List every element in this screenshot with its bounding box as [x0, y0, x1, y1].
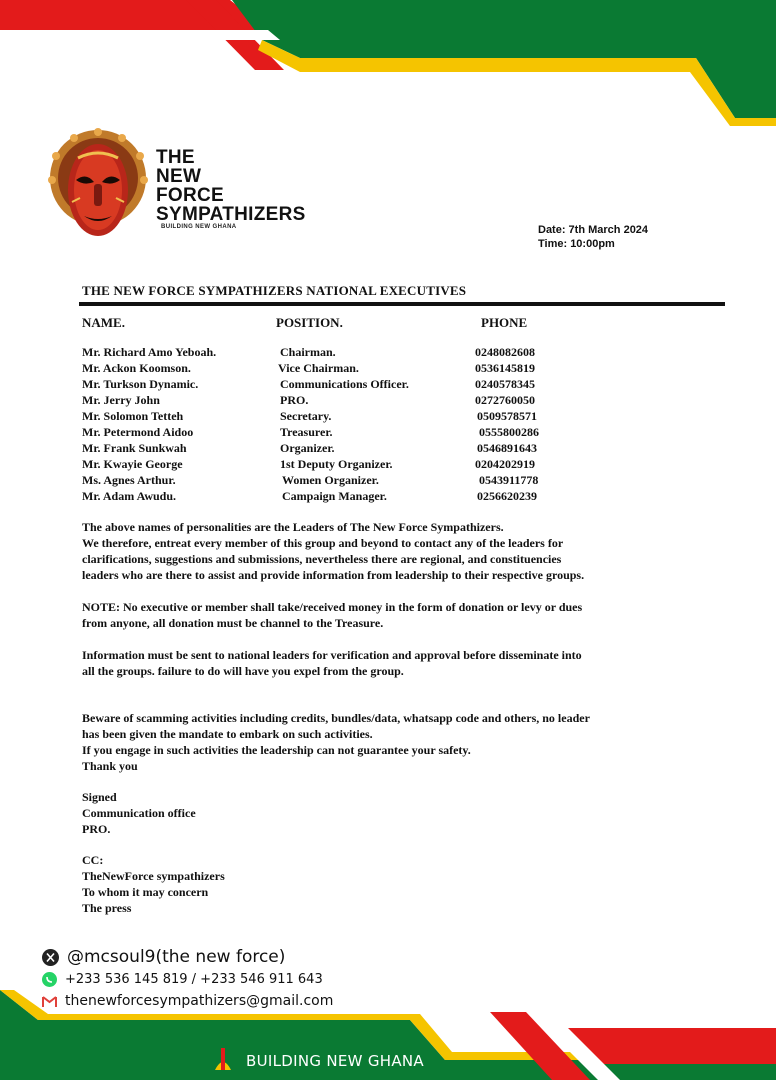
exec-phone: 0546891643: [477, 441, 537, 455]
exec-phone: 0536145819: [475, 361, 535, 375]
exec-phone: 0240578345: [475, 377, 535, 391]
exec-position: 1st Deputy Organizer.: [280, 457, 393, 471]
logo-wordmark: [156, 148, 306, 224]
column-header-phone: PHONE: [481, 315, 528, 330]
table-row: [82, 425, 582, 441]
exec-name: Mr. Adam Awudu.: [82, 489, 177, 503]
paragraph-line: Thank you: [82, 759, 138, 773]
header-decoration: [0, 0, 776, 130]
table-row: [82, 377, 582, 393]
paragraph-line: If you engage in such activities the leadership can not guarantee your safety.: [82, 743, 471, 757]
footer-tagline: BUILDING NEW GHANA: [246, 1052, 424, 1070]
cc-line: The press: [82, 901, 132, 915]
table-row: [82, 345, 582, 361]
document-date: Date: 7th March 2024: [538, 224, 649, 236]
exec-position: Organizer.: [280, 441, 335, 455]
phone-contacts[interactable]: [42, 972, 323, 987]
exec-position: Campaign Manager.: [282, 489, 387, 503]
x-handle-text: @mcsoul9(the new force): [67, 947, 286, 967]
exec-name: Mr. Kwayie George: [82, 457, 183, 471]
paragraph-line: leaders who are there to assist and provide information from leadership to their respective groups.: [82, 568, 585, 582]
paragraph-line: all the groups. failure to do will have you expel from the group.: [82, 664, 404, 678]
document-time: Time: 10:00pm: [538, 238, 615, 250]
exec-position: Secretary.: [280, 409, 332, 423]
logo-title-line: THE: [156, 147, 195, 168]
exec-position: Women Organizer.: [282, 473, 379, 487]
exec-name: Mr. Jerry John: [82, 393, 160, 407]
date-time-block: [538, 223, 648, 251]
paragraph-line: We therefore, entreat every member of this group and beyond to contact any of the leaders for: [82, 536, 564, 550]
paragraph-line: clarifications, suggestions and submissions, nevertheless there are regional, and constituencies: [82, 552, 562, 566]
column-header-name: NAME.: [82, 315, 125, 330]
exec-phone: 0256620239: [477, 489, 537, 503]
exec-position: PRO.: [280, 393, 309, 407]
exec-phone: 0555800286: [479, 425, 539, 439]
document-heading: THE NEW FORCE SYMPATHIZERS NATIONAL EXECUTIVES: [82, 283, 467, 298]
table-row: [82, 457, 582, 473]
signature-line: Signed: [82, 790, 117, 804]
logo-subtitle: BUILDING NEW GHANA: [161, 224, 237, 230]
table-row: [82, 409, 582, 425]
information-paragraph: [82, 647, 722, 679]
table-row: [82, 473, 582, 489]
exec-name: Mr. Ackon Koomson.: [82, 361, 191, 375]
exec-name: Mr. Petermond Aidoo: [82, 425, 194, 439]
exec-phone: 0543911778: [479, 473, 539, 487]
x-twitter-icon: [42, 949, 59, 966]
exec-phone: 0204202919: [475, 457, 535, 471]
signature-block: [82, 789, 722, 837]
logo-title-line: NEW: [156, 166, 202, 187]
exec-position: Vice Chairman.: [278, 361, 359, 375]
signature-line: PRO.: [82, 822, 111, 836]
paragraph-line: Beware of scamming activities including credits, bundles/data, whatsapp code and others, no leader: [82, 711, 590, 725]
exec-phone: 0272760050: [475, 393, 535, 407]
exec-name: Mr. Solomon Tetteh: [82, 409, 184, 423]
heading-divider: [79, 302, 725, 306]
paragraph-line: has been given the mandate to embark on such activities.: [82, 727, 373, 741]
exec-name: Mr. Turkson Dynamic.: [82, 377, 199, 391]
exec-position: Communications Officer.: [280, 377, 409, 391]
cc-line: TheNewForce sympathizers: [82, 869, 225, 883]
table-row: [82, 441, 582, 457]
exec-name: Ms. Agnes Arthur.: [82, 473, 176, 487]
note-paragraph: [82, 599, 722, 631]
paragraph-line: The above names of personalities are the Leaders of The New Force Sympathizers.: [82, 520, 504, 534]
exec-position: Treasurer.: [280, 425, 333, 439]
cc-line: To whom it may concern: [82, 885, 209, 899]
paragraph-line: NOTE: No executive or member shall take/received money in the form of donation or levy or dues: [82, 600, 583, 614]
tribal-mask-icon: [44, 128, 152, 246]
scam-warning-paragraph: [82, 710, 722, 774]
exec-phone: 0248082608: [475, 345, 535, 359]
table-row: [82, 393, 582, 409]
social-handle[interactable]: [42, 947, 285, 967]
gmail-icon: [42, 995, 57, 1008]
signature-line: Communication office: [82, 806, 196, 820]
logo-title-line: SYMPATHIZERS: [156, 204, 306, 225]
table-row: [82, 361, 582, 377]
paragraph-line: Information must be sent to national leaders for verification and approval before disseminate into: [82, 648, 582, 662]
email-contact[interactable]: [42, 993, 333, 1009]
table-row: [82, 489, 582, 505]
exec-name: Mr. Frank Sunkwah: [82, 441, 187, 455]
emblem-icon: [205, 1044, 241, 1074]
cc-line: CC:: [82, 853, 104, 867]
whatsapp-icon: [42, 972, 57, 987]
cc-block: [82, 852, 722, 916]
email-text: thenewforcesympathizers@gmail.com: [65, 993, 334, 1009]
phone-numbers-text: +233 536 145 819 / +233 546 911 643: [65, 972, 323, 987]
paragraph-line: from anyone, all donation must be channel to the Treasure.: [82, 616, 384, 630]
exec-name: Mr. Richard Amo Yeboah.: [82, 345, 217, 359]
column-header-position: POSITION.: [276, 315, 343, 330]
intro-paragraph: [82, 519, 722, 583]
exec-position: Chairman.: [280, 345, 336, 359]
exec-phone: 0509578571: [477, 409, 537, 423]
logo-title-line: FORCE: [156, 185, 224, 206]
